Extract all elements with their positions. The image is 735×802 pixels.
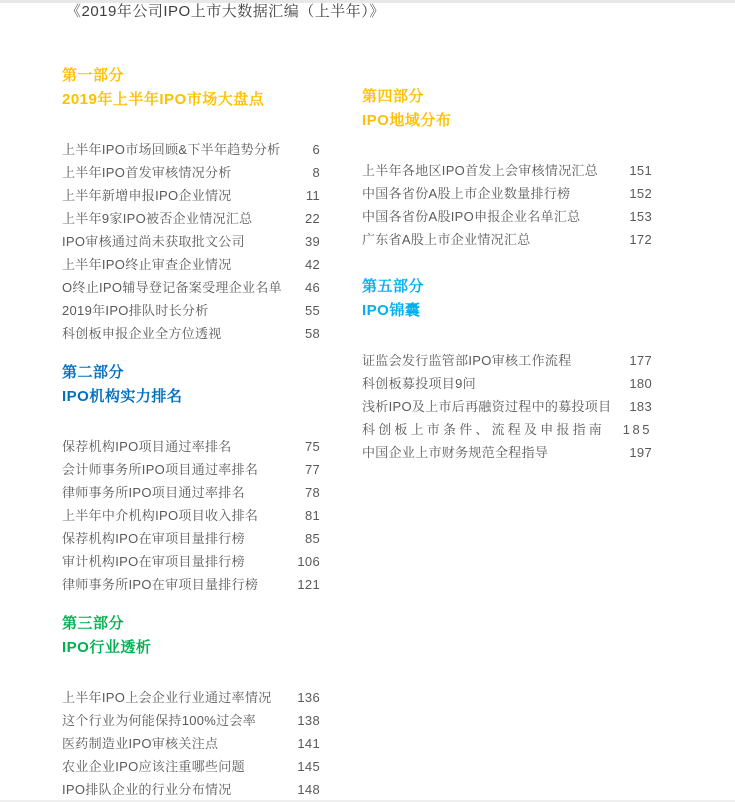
toc-entry: [362, 349, 652, 372]
toc-entry-label: 科创板上市条件、流程及申报指南: [362, 422, 606, 437]
toc-entry-page-number: 153: [629, 209, 652, 224]
toc-entry-page-number: 177: [629, 353, 652, 368]
toc-item-list: [62, 138, 320, 345]
toc-entry: [362, 372, 652, 395]
toc-entry: [62, 686, 320, 709]
section-title: IPO行业透析: [62, 639, 152, 656]
toc-entry-page-number: 121: [297, 577, 320, 592]
toc-entry-label: 中国各省份A股IPO申报企业名单汇总: [362, 209, 581, 224]
toc-entry-page-number: 78: [304, 485, 320, 500]
toc-entry-label: 上半年IPO终止审查企业情况: [62, 257, 232, 272]
toc-entry: [62, 778, 320, 801]
toc-entry-page-number: 172: [629, 232, 652, 247]
toc-section-part3: [62, 612, 320, 801]
toc-section-part5: [362, 275, 652, 464]
toc-entry-label: 2019年IPO排队时长分析: [62, 303, 209, 318]
toc-entry-page-number: 106: [297, 554, 320, 569]
toc-entry: [362, 441, 652, 464]
toc-entry-page-number: 77: [304, 462, 320, 477]
toc-entry-label: 科创板申报企业全方位透视: [62, 326, 222, 341]
toc-entry-page-number: 183: [629, 399, 652, 414]
toc-entry-page-number: 6: [312, 142, 320, 157]
toc-entry-label: O终止IPO辅导登记备案受理企业名单: [62, 280, 282, 295]
toc-entry: [362, 205, 652, 228]
section-title: 2019年上半年IPO市场大盘点: [62, 91, 265, 108]
toc-entry: [62, 322, 320, 345]
toc-entry: [62, 253, 320, 276]
toc-entry: [62, 709, 320, 732]
toc-entry-page-number: 55: [304, 303, 320, 318]
toc-entry-label: 浅析IPO及上市后再融资过程中的募投项目: [362, 399, 612, 414]
toc-entry-label: 审计机构IPO在审项目量排行榜: [62, 554, 245, 569]
toc-entry: [62, 299, 320, 322]
toc-entry-page-number: 151: [629, 163, 652, 178]
toc-item-list: [362, 349, 652, 464]
toc-entry-page-number: 138: [297, 713, 320, 728]
section-part-label: 第三部分: [62, 615, 125, 632]
toc-entry: [362, 182, 652, 205]
section-title: IPO锦囊: [362, 302, 421, 319]
toc-entry-page-number: 11: [305, 188, 320, 203]
toc-entry-page-number: 145: [297, 759, 320, 774]
toc-entry-page-number: 180: [629, 376, 652, 391]
toc-entry-label: 中国企业上市财务规范全程指导: [362, 445, 549, 460]
section-part-label: 第二部分: [62, 364, 125, 381]
toc-entry-label: 会计师事务所IPO项目通过率排名: [62, 462, 259, 477]
toc-entry-label: 农业企业IPO应该注重哪些问题: [62, 759, 245, 774]
toc-entry-page-number: 81: [304, 508, 320, 523]
document-title: 《2019年公司IPO上市大数据汇编（上半年）》: [66, 3, 385, 20]
toc-entry: [362, 418, 652, 441]
toc-item-list: [362, 159, 652, 251]
toc-entry-page-number: 8: [312, 165, 320, 180]
toc-entry-label: 律师事务所IPO项目通过率排名: [62, 485, 245, 500]
toc-entry-label: 律师事务所IPO在审项目量排行榜: [62, 577, 259, 592]
toc-entry-label: IPO审核通过尚未获取批文公司: [62, 234, 245, 249]
toc-entry-page-number: 197: [629, 445, 652, 460]
toc-entry: [62, 184, 320, 207]
toc-entry: [62, 458, 320, 481]
toc-entry-label: 上半年新增申报IPO企业情况: [62, 188, 232, 203]
toc-entry-label: 上半年9家IPO被否企业情况汇总: [62, 211, 253, 226]
toc-item-list: [62, 435, 320, 596]
toc-entry-label: 这个行业为何能保持100%过会率: [62, 713, 257, 728]
toc-entry-label: 中国各省份A股上市企业数量排行榜: [362, 186, 571, 201]
toc-entry-page-number: 46: [304, 280, 320, 295]
toc-entry-label: 科创板募投项目9问: [362, 376, 476, 391]
toc-entry-page-number: 75: [304, 439, 320, 454]
toc-right-column: [362, 85, 652, 464]
section-part-label: 第五部分: [362, 278, 425, 295]
toc-entry-page-number: 85: [304, 531, 320, 546]
toc-entry-page-number: 152: [629, 186, 652, 201]
toc-entry: [62, 481, 320, 504]
section-title: IPO机构实力排名: [62, 388, 183, 405]
toc-entry: [362, 159, 652, 182]
toc-entry-page-number: 141: [297, 736, 320, 751]
toc-entry-page-number: 58: [304, 326, 320, 341]
toc-entry: [62, 230, 320, 253]
toc-entry-label: 上半年IPO市场回顾&下半年趋势分析: [62, 142, 281, 157]
toc-entry: [62, 207, 320, 230]
toc-entry-label: 上半年中介机构IPO项目收入排名: [62, 508, 259, 523]
toc-left-column: [62, 64, 320, 801]
toc-entry-page-number: 42: [304, 257, 320, 272]
toc-entry: [62, 138, 320, 161]
toc-entry-page-number: 148: [297, 782, 320, 797]
toc-entry: [62, 504, 320, 527]
section-part-label: 第四部分: [362, 88, 425, 105]
toc-entry-page-number: 185: [622, 422, 652, 437]
toc-entry: [362, 395, 652, 418]
toc-section-part4: [362, 85, 652, 251]
toc-entry: [62, 732, 320, 755]
toc-entry-label: 医药制造业IPO审核关注点: [62, 736, 219, 751]
toc-entry: [62, 527, 320, 550]
toc-entry: [62, 161, 320, 184]
toc-entry-label: 广东省A股上市企业情况汇总: [362, 232, 531, 247]
toc-entry: [62, 755, 320, 778]
toc-entry-label: 上半年各地区IPO首发上会审核情况汇总: [362, 163, 599, 178]
section-part-label: 第一部分: [62, 67, 125, 84]
toc-entry-label: IPO排队企业的行业分布情况: [62, 782, 232, 797]
toc-entry-page-number: 22: [304, 211, 320, 226]
toc-entry: [62, 435, 320, 458]
toc-entry: [62, 550, 320, 573]
section-title: IPO地域分布: [362, 112, 452, 129]
toc-entry-label: 证监会发行监管部IPO审核工作流程: [362, 353, 572, 368]
toc-section-part2: [62, 361, 320, 596]
toc-item-list: [62, 686, 320, 801]
toc-entry-label: 保荐机构IPO项目通过率排名: [62, 439, 232, 454]
toc-entry: [62, 573, 320, 596]
toc-entry-page-number: 39: [304, 234, 320, 249]
toc-entry: [62, 276, 320, 299]
toc-section-part1: [62, 64, 320, 345]
toc-entry-label: 保荐机构IPO在审项目量排行榜: [62, 531, 245, 546]
toc-entry: [362, 228, 652, 251]
toc-entry-label: 上半年IPO上会企业行业通过率情况: [62, 690, 272, 705]
toc-entry-page-number: 136: [297, 690, 320, 705]
toc-entry-label: 上半年IPO首发审核情况分析: [62, 165, 232, 180]
